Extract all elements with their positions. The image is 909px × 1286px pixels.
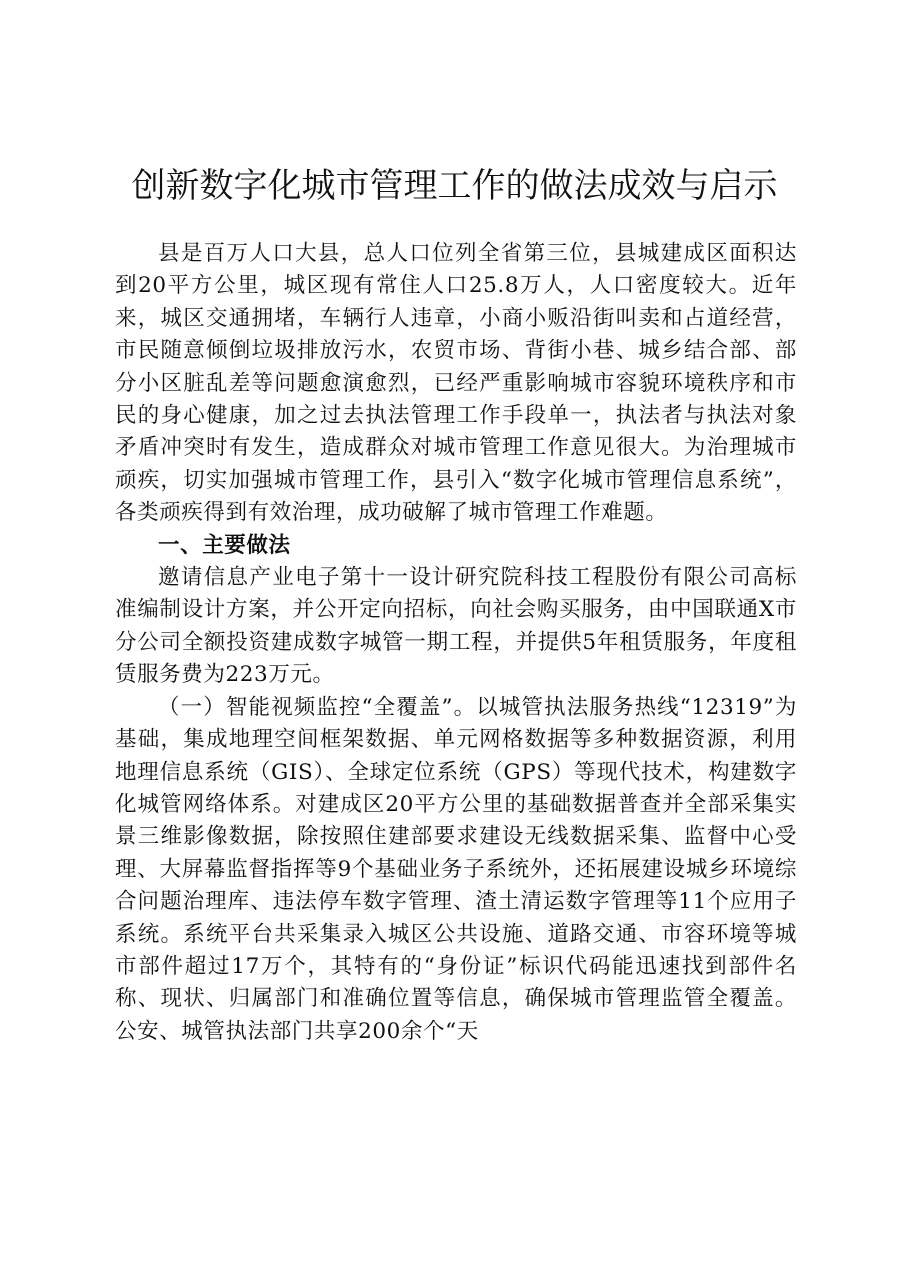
method-paragraph: 邀请信息产业电子第十一设计研究院科技工程股份有限公司高标准编制设计方案，并公开定向招标，向社会购买服务，由中国联通X市分公司全额投资建成数字城管一期工程，并提供5年租赁服务，年度租赁服务费为223万元。 [115, 565, 797, 688]
section-heading: 一、主要做法 [158, 532, 291, 558]
document-title: 创新数字化城市管理工作的做法成效与启示 [131, 166, 778, 206]
subsection-paragraph [115, 692, 797, 1048]
subsection-body: 以城管执法服务热线“12319”为基础，集成地理空间框架数据、单元网格数据等多种数据资源，利用地理信息系统（GIS）、全球定位系统（GPS）等现代技术，构建数字化城管网络体系。对建成区20平方公里的基础数据普查并全部采集实景三维影像数据，除按照住建部要求建设无线数据采集、监督中心受理、大屏幕监督指挥等9个基础业务子系统外，还拓展建设城乡环境综合问题治理库、违法停车数字管理、渣土清运数字管理等11个应用子系统。系统平台共采集录入城区公共设施、道路交通、市容环境等城市部件超过17万个，其特有的“身份证”标识代码能迅速找到部件名称、现状、归属部门和准确位置等信息，确保城市管理监管全覆盖。公安、城管执法部门共享200余个“天 [115, 694, 797, 1044]
intro-paragraph: 县是百万人口大县，总人口位列全省第三位，县城建成区面积达到20平方公里，城区现有常住人口25.8万人，人口密度较大。近年来，城区交通拥堵，车辆行人违章，小商小贩沿街叫卖和占道经营，市民随意倾倒垃圾排放污水，农贸市场、背街小巷、城乡结合部、部分小区脏乱差等问题愈演愈烈，已经严重影响城市容貌环境秩序和市民的身心健康，加之过去执法管理工作手段单一，执法者与执法对象矛盾冲突时有发生，造成群众对城市管理工作意见很大。为治理城市顽疾，切实加强城市管理工作，县引入“数字化城市管理信息系统”，各类顽疾得到有效治理，成功破解了城市管理工作难题。 [115, 241, 797, 526]
document-body [115, 238, 797, 1048]
subsection-lead: （一）智能视频监控“全覆盖”。 [158, 694, 477, 720]
